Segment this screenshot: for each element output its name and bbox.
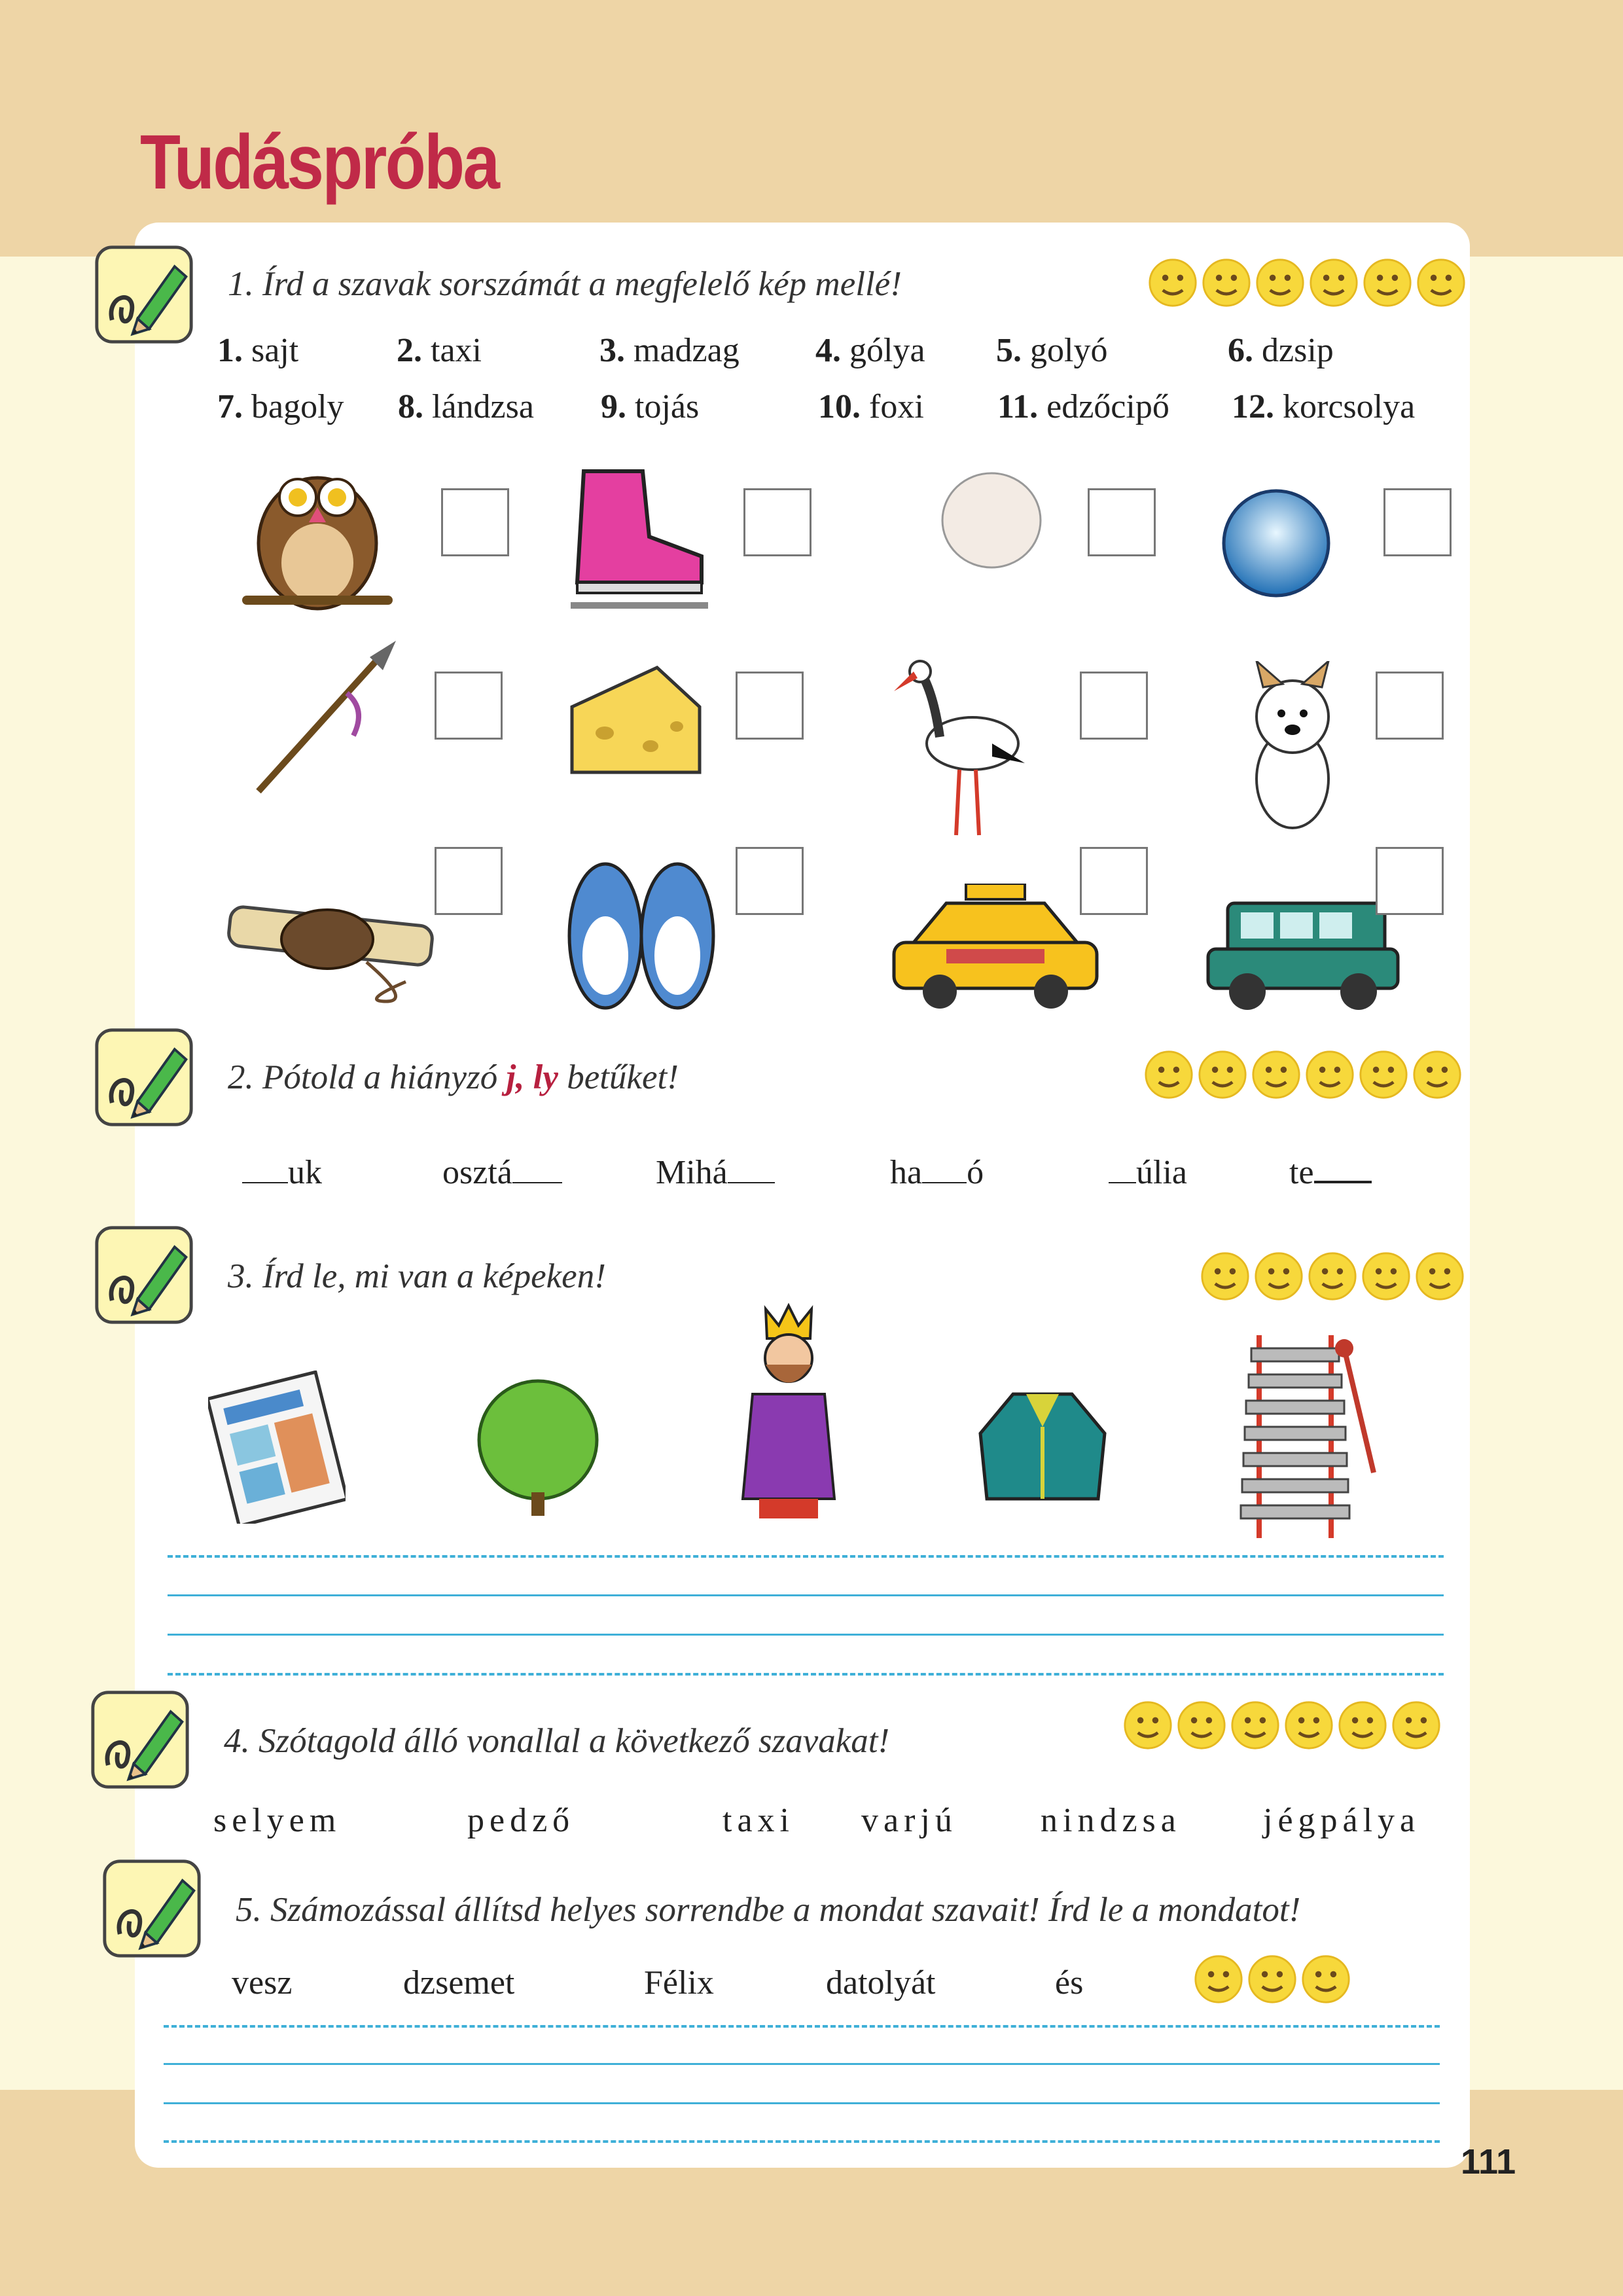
smiley-face-icon[interactable] — [1254, 1251, 1304, 1301]
answer-box[interactable] — [435, 672, 503, 740]
smiley-face-icon[interactable] — [1148, 258, 1198, 308]
smiley-face-icon[interactable] — [1361, 1251, 1411, 1301]
word-item: 8. lándzsa — [398, 388, 534, 425]
smiley-face-icon[interactable] — [1247, 1954, 1297, 2004]
task4-instruction: 4. Szótagold álló vonallal a következő szavakat! — [224, 1722, 890, 1760]
answer-box[interactable] — [736, 847, 804, 915]
rating-smileys-task2[interactable] — [1144, 1050, 1462, 1100]
task1-instruction: 1. Írd a szavak sorszámát a megfelelő kép mellé! — [228, 265, 902, 303]
word-item: 7. bagoly — [217, 388, 344, 425]
rating-smileys-task4[interactable] — [1123, 1700, 1441, 1750]
smiley-face-icon[interactable] — [1230, 1700, 1280, 1750]
smiley-face-icon[interactable] — [1284, 1700, 1334, 1750]
smiley-face-icon[interactable] — [1202, 258, 1251, 308]
stork-picture — [894, 645, 1031, 842]
smiley-face-icon[interactable] — [1305, 1050, 1355, 1100]
smiley-face-icon[interactable] — [1338, 1700, 1387, 1750]
twine-picture — [216, 890, 445, 1014]
owl-picture — [236, 445, 399, 622]
word-item: 2. taxi — [397, 332, 482, 369]
task3-instruction: 3. Írd le, mi van a képeken! — [228, 1257, 606, 1295]
fill-in-word[interactable]: te — [1289, 1153, 1372, 1192]
answer-box[interactable] — [1080, 847, 1148, 915]
pencil-badge-icon — [101, 1857, 203, 1960]
word-item: 10. foxi — [818, 388, 924, 425]
fill-in-word[interactable]: úlia — [1109, 1153, 1187, 1192]
answer-box[interactable] — [1383, 488, 1452, 556]
answer-box[interactable] — [441, 488, 509, 556]
writing-line[interactable] — [164, 2102, 1440, 2104]
smiley-face-icon[interactable] — [1391, 1700, 1441, 1750]
taxi-picture — [887, 884, 1103, 1014]
answer-box[interactable] — [1376, 847, 1444, 915]
smiley-face-icon[interactable] — [1198, 1050, 1247, 1100]
cheese-picture — [559, 661, 709, 779]
sentence-word[interactable]: datolyát — [826, 1964, 936, 2001]
smiley-face-icon[interactable] — [1308, 1251, 1357, 1301]
sentence-word[interactable]: Félix — [644, 1964, 714, 2001]
xylophone-picture — [1240, 1329, 1383, 1545]
fill-in-word[interactable]: Mihá — [656, 1153, 775, 1192]
word-item: 1. sajt — [217, 332, 299, 369]
answer-box[interactable] — [736, 672, 804, 740]
pencil-badge-icon — [93, 1026, 195, 1128]
word-item: 3. madzag — [599, 332, 740, 369]
missing-letters: j, ly — [506, 1058, 558, 1096]
smiley-face-icon[interactable] — [1416, 258, 1466, 308]
syllable-word[interactable]: pedző — [467, 1802, 575, 1839]
spear-picture — [249, 637, 406, 801]
syllable-word[interactable]: nindzsa — [1041, 1802, 1181, 1839]
word-item: 4. gólya — [815, 332, 925, 369]
rating-smileys-task5[interactable] — [1194, 1954, 1351, 2004]
task5-instruction: 5. Számozással állítsd helyes sorrendbe a mondat szavait! Írd le a mondatot! — [236, 1891, 1301, 1929]
word-item: 5. golyó — [996, 332, 1108, 369]
pencil-badge-icon — [89, 1689, 191, 1791]
egg-picture — [936, 465, 1047, 576]
fill-in-word[interactable]: osztá — [442, 1153, 562, 1192]
smiley-face-icon[interactable] — [1363, 258, 1412, 308]
writing-line[interactable] — [164, 2063, 1440, 2065]
sentence-word[interactable]: és — [1055, 1964, 1084, 2001]
answer-box[interactable] — [1088, 488, 1156, 556]
task2-instruction: 2. Pótold a hiányzó j, ly betűket! — [228, 1058, 679, 1096]
terrier-dog-picture — [1237, 661, 1348, 838]
ball-picture — [1217, 484, 1335, 602]
pencil-badge-icon — [93, 1224, 195, 1326]
rating-smileys-task3[interactable] — [1200, 1251, 1465, 1301]
answer-box[interactable] — [1080, 672, 1148, 740]
fill-in-word[interactable]: uk — [242, 1153, 322, 1192]
answer-box[interactable] — [435, 847, 503, 915]
bush-picture — [466, 1374, 610, 1518]
sentence-word[interactable]: vesz — [232, 1964, 293, 2001]
page-title: Tudáspróba — [140, 119, 499, 206]
smiley-face-icon[interactable] — [1359, 1050, 1408, 1100]
smiley-face-icon[interactable] — [1200, 1251, 1250, 1301]
syllable-word[interactable]: taxi — [722, 1802, 794, 1839]
writing-line[interactable] — [168, 1634, 1444, 1636]
word-item: 6. dzsip — [1228, 332, 1334, 369]
smiley-face-icon[interactable] — [1255, 258, 1305, 308]
word-item: 9. tojás — [601, 388, 700, 425]
smiley-face-icon[interactable] — [1194, 1954, 1243, 2004]
smiley-face-icon[interactable] — [1301, 1954, 1351, 2004]
word-item: 12. korcsolya — [1232, 388, 1416, 425]
sentence-word[interactable]: dzsemet — [403, 1964, 515, 2001]
word-item: 11. edzőcipő — [997, 388, 1169, 425]
sneakers-picture — [563, 857, 720, 1014]
smiley-face-icon[interactable] — [1309, 258, 1359, 308]
writing-line[interactable] — [168, 1594, 1444, 1596]
writing-line[interactable] — [164, 2025, 1440, 2028]
syllable-word[interactable]: selyem — [213, 1802, 342, 1839]
fill-in-word[interactable]: ha ó — [890, 1154, 984, 1191]
smiley-face-icon[interactable] — [1251, 1050, 1301, 1100]
writing-line[interactable] — [168, 1673, 1444, 1676]
king-picture — [733, 1302, 844, 1525]
page-number: 111 — [1461, 2142, 1516, 2181]
answer-box[interactable] — [1376, 672, 1444, 740]
jeep-picture — [1202, 890, 1404, 1014]
smiley-face-icon[interactable] — [1123, 1700, 1173, 1750]
writing-line[interactable] — [168, 1555, 1444, 1558]
smiley-face-icon[interactable] — [1415, 1251, 1465, 1301]
jacket-picture — [974, 1388, 1111, 1512]
smiley-face-icon[interactable] — [1177, 1700, 1226, 1750]
answer-box[interactable] — [743, 488, 812, 556]
writing-line[interactable] — [164, 2140, 1440, 2143]
smiley-face-icon[interactable] — [1412, 1050, 1462, 1100]
ice-skate-picture — [558, 458, 715, 615]
smiley-face-icon[interactable] — [1144, 1050, 1194, 1100]
rating-smileys-task1[interactable] — [1148, 258, 1466, 308]
pencil-badge-icon — [93, 243, 195, 346]
newspaper-picture — [208, 1371, 346, 1524]
syllable-word[interactable]: varjú — [861, 1802, 957, 1839]
syllable-word[interactable]: jégpálya — [1263, 1802, 1421, 1839]
